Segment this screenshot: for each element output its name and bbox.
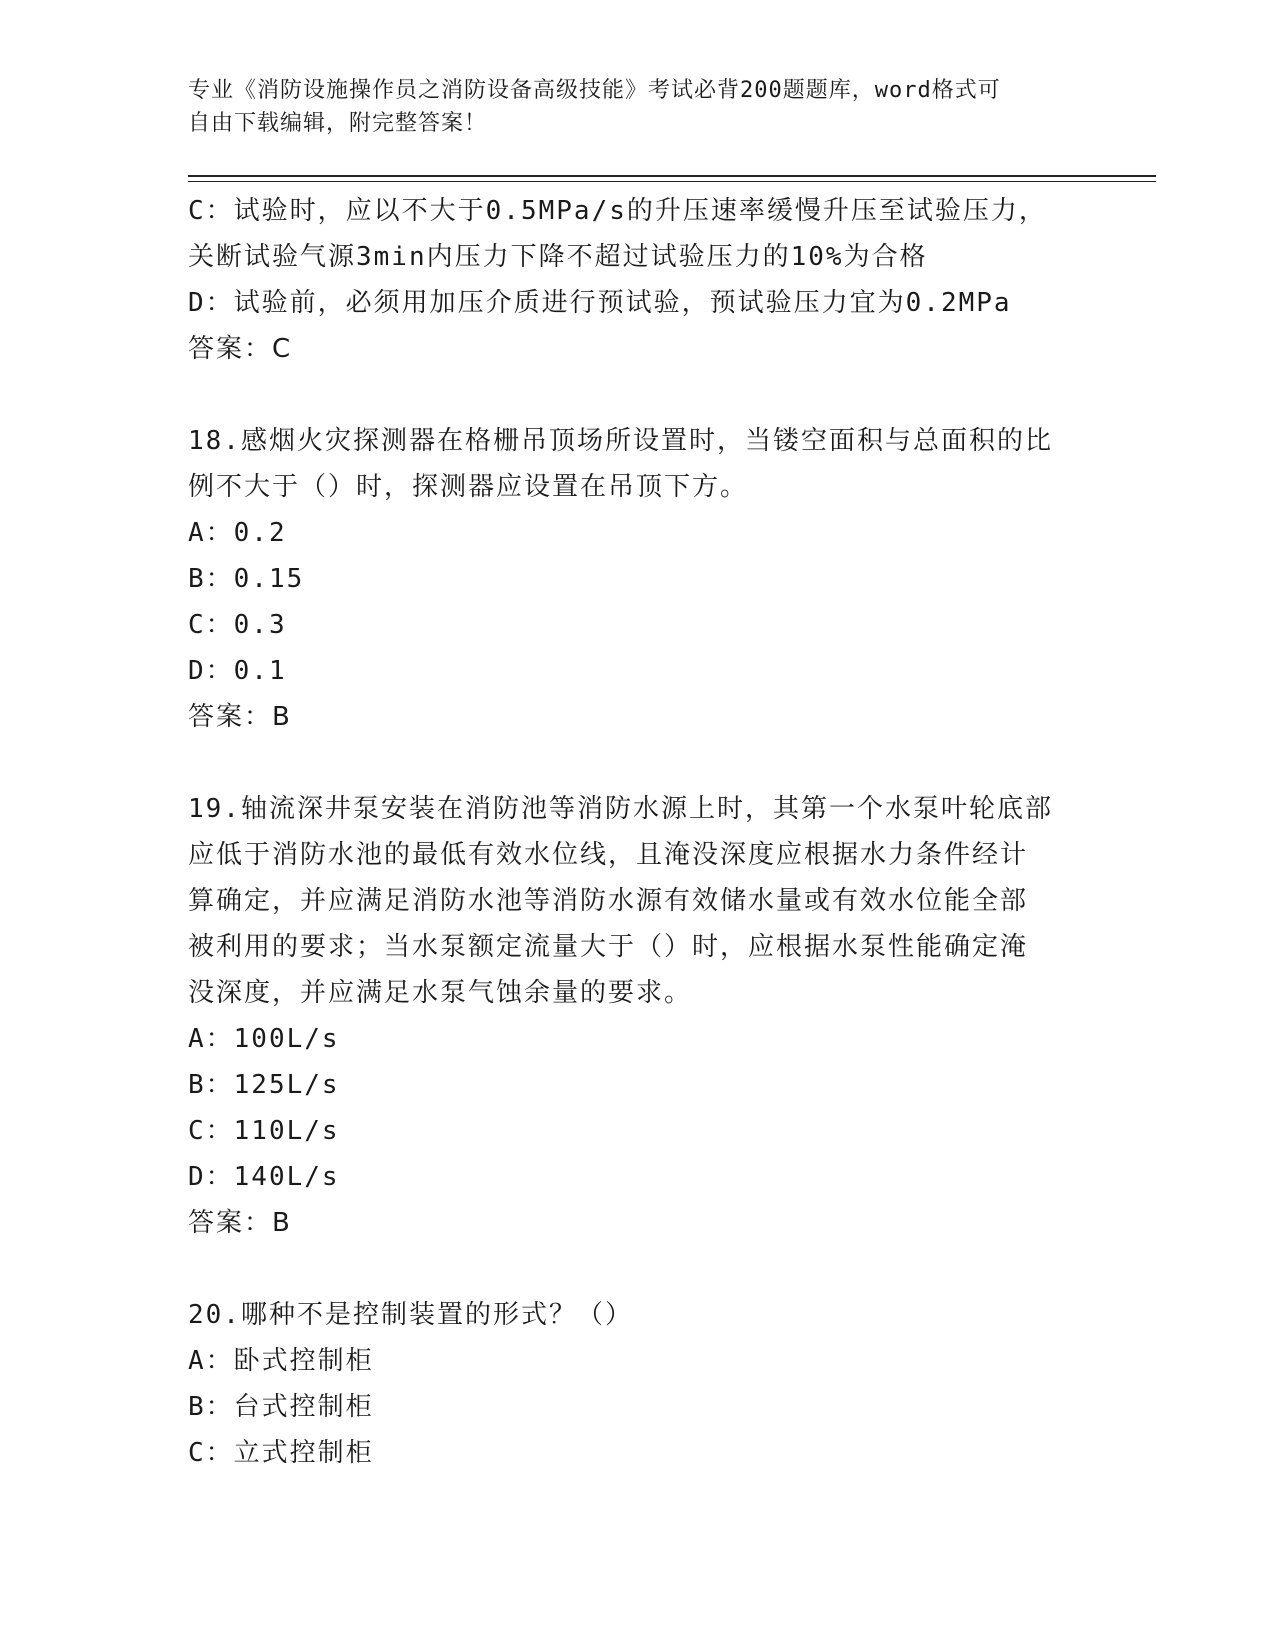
option-c: C：110L/s	[188, 1116, 340, 1146]
option-c-continued: 关断试验气源3min内压力下降不超过试验压力的10%为合格	[188, 242, 928, 272]
option-d: D：0.1	[188, 656, 287, 686]
option-a: A：100L/s	[188, 1024, 340, 1054]
option-b: B：0.15	[188, 564, 305, 594]
question-18	[188, 418, 1088, 740]
option-a: A：卧式控制柜	[188, 1346, 374, 1376]
answer-label: 答案：B	[188, 702, 292, 732]
question-stem-continued: 算确定，并应满足消防水池等消防水源有效储水量或有效水位能全部	[188, 886, 1029, 916]
option-d: D：140L/s	[188, 1162, 340, 1192]
spacer	[188, 740, 1088, 786]
option-b: B：125L/s	[188, 1070, 340, 1100]
question-stem-continued: 例不大于（）时，探测器应设置在吊顶下方。	[188, 472, 749, 502]
header-divider-thin	[188, 181, 1156, 182]
option-c: C：试验时，应以不大于0.5MPa/s的升压速率缓慢升压至试验压力，	[188, 196, 1047, 226]
option-b: B：台式控制柜	[188, 1392, 374, 1422]
spacer	[188, 372, 1088, 418]
question-stem: 19.轴流深井泵安装在消防池等消防水源上时，其第一个水泵叶轮底部	[188, 794, 1053, 824]
question-stem-continued: 应低于消防水池的最低有效水位线，且淹没深度应根据水力条件经计	[188, 840, 1029, 870]
header-line-2: 自由下载编辑，附完整答案！	[188, 111, 488, 136]
document-body	[188, 188, 1088, 1476]
question-20	[188, 1292, 1088, 1476]
header-line-1: 专业《消防设施操作员之消防设备高级技能》考试必背200题题库，word格式可	[188, 78, 1001, 103]
question-19	[188, 786, 1088, 1246]
option-d: D：试验前，必须用加压介质进行预试验，预试验压力宜为0.2MPa	[188, 288, 1012, 318]
answer-label: 答案：B	[188, 1208, 292, 1238]
document-header	[188, 74, 1088, 140]
header-divider-thick	[188, 175, 1156, 177]
question-stem: 20.哪种不是控制装置的形式？（）	[188, 1300, 633, 1330]
question-stem: 18.感烟火灾探测器在格栅吊顶场所设置时，当镂空面积与总面积的比	[188, 426, 1053, 456]
option-c: C：立式控制柜	[188, 1438, 374, 1468]
question-stem-continued: 被利用的要求；当水泵额定流量大于（）时，应根据水泵性能确定淹	[188, 932, 1029, 962]
option-a: A：0.2	[188, 518, 287, 548]
question-17-continued	[188, 188, 1088, 372]
option-c: C：0.3	[188, 610, 287, 640]
question-stem-continued: 没深度，并应满足水泵气蚀余量的要求。	[188, 978, 693, 1008]
spacer	[188, 1246, 1088, 1292]
answer-label: 答案：C	[188, 334, 293, 364]
